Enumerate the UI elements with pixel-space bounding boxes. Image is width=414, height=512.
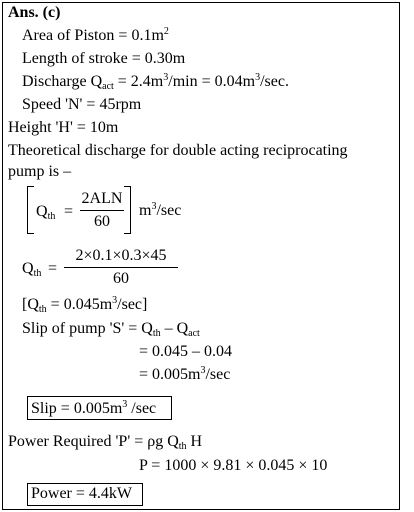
calc-numerator: 2×0.1×0.3×45 bbox=[75, 247, 167, 264]
formula-fraction bbox=[80, 190, 124, 231]
formula-numerator: 2ALN bbox=[81, 190, 123, 207]
power-line-2: P = 1000 × 9.81 × 0.045 × 10 bbox=[139, 457, 328, 474]
speed: Speed 'N' = 45rpm bbox=[22, 96, 142, 113]
slip-result: Slip = $0.005m^3$ /sec bbox=[31, 399, 157, 417]
discharge-actual: Discharge $Q_{act} = 2.4m^3/\min = 0.04m^3/\sec$. bbox=[22, 72, 289, 92]
calc-q: $Q_{th}$ bbox=[22, 260, 42, 279]
power-result: Power = 4.4kW bbox=[31, 485, 133, 502]
theory-line-1: Theoretical discharge for double acting reciprocating bbox=[8, 142, 348, 159]
power-line-1: Power Required 'P' = ρg $Q_{th}$ H bbox=[8, 433, 203, 452]
calc-fraction bbox=[64, 247, 178, 288]
formula-denominator: 60 bbox=[94, 213, 110, 230]
theory-line-2: pump is – bbox=[8, 163, 72, 180]
left-bracket bbox=[27, 186, 34, 234]
length-of-stroke: Length of stroke = 0.30m bbox=[22, 50, 186, 67]
calc-denominator: 60 bbox=[113, 270, 129, 287]
slip-line-1: Slip of pump '$S' = Q_{th} - Q_{act}$ bbox=[22, 320, 200, 339]
slip-line-3: = $0.005m^3/\sec$ bbox=[139, 365, 231, 383]
formula-equals: = bbox=[64, 203, 74, 220]
height: Height 'H' = 10m bbox=[8, 119, 119, 136]
right-bracket bbox=[124, 186, 131, 234]
formula-unit: $m^3/\sec$ bbox=[139, 201, 182, 219]
slip-line-2: = 0.045 – 0.04 bbox=[139, 343, 233, 360]
answer-label: Ans. (c) bbox=[8, 4, 61, 21]
area-of-piston: Area of Piston = $0.1m^2$ bbox=[22, 26, 169, 44]
formula-q: $Q_{th}$ bbox=[36, 203, 56, 222]
result-q: $[Q_{th} = 0.045m^3/\sec]$ bbox=[22, 295, 148, 315]
calc-equals: = bbox=[48, 260, 58, 277]
